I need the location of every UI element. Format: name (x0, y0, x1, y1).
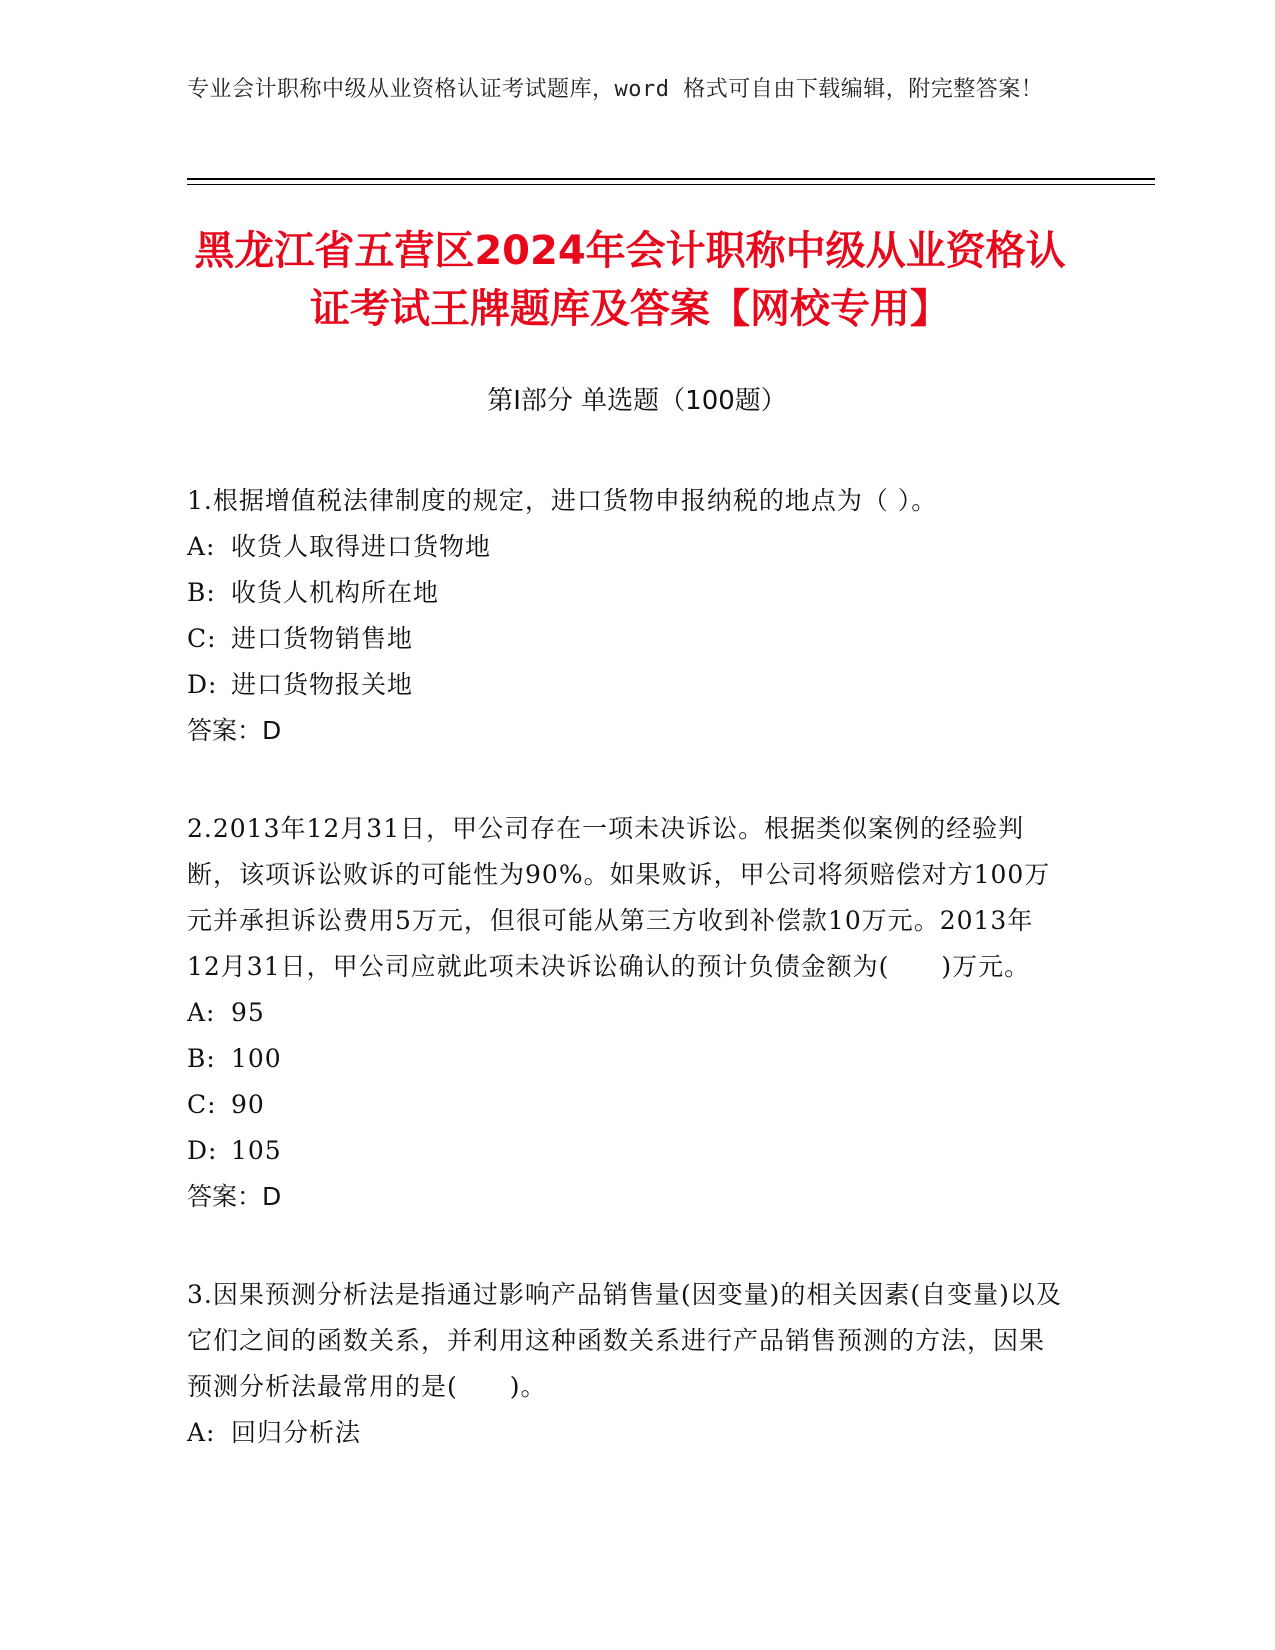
option-a (187, 990, 1067, 1036)
option-text: 95 (231, 998, 265, 1027)
option-letter: B: (187, 578, 216, 607)
option-text: 回归分析法 (231, 1418, 362, 1447)
option-letter: C: (187, 1090, 217, 1119)
option-text: 105 (231, 1136, 282, 1165)
option-letter: D: (187, 1136, 218, 1165)
question-3 (187, 1272, 1067, 1456)
option-c (187, 616, 1067, 662)
option-text: 100 (231, 1044, 282, 1073)
answer-line: 答案：D (187, 716, 282, 745)
document-title: 黑龙江省五营区2024年会计职称中级从业资格认证考试王牌题库及答案【网校专用】 (194, 228, 1066, 332)
option-text: 90 (231, 1090, 265, 1119)
option-d (187, 1128, 1067, 1174)
question-stem: 3.因果预测分析法是指通过影响产品销售量(因变量)的相关因素(自变量)以及它们之间的函数关系，并利用这种函数关系进行产品销售预测的方法，因果预测分析法最常用的是( )。 (187, 1280, 1062, 1401)
header-note: 专业会计职称中级从业资格认证考试题库，word 格式可自由下载编辑，附完整答案！ (187, 77, 1044, 102)
header-divider-thin (187, 184, 1155, 185)
option-letter: B: (187, 1044, 216, 1073)
question-2 (187, 806, 1067, 1220)
option-letter: A: (187, 1418, 216, 1447)
option-b (187, 570, 1067, 616)
option-text: 进口货物报关地 (231, 670, 414, 699)
option-letter: D: (187, 670, 218, 699)
question-list (187, 478, 1067, 1508)
option-c (187, 1082, 1067, 1128)
option-text: 收货人机构所在地 (231, 578, 440, 607)
question-stem: 2.2013年12月31日，甲公司存在一项未决诉讼。根据类似案例的经验判断，该项诉讼败诉的可能性为90%。如果败诉，甲公司将须赔偿对方100万元并承担诉讼费用5万元，但很可能从第三方收到补偿款10万元。2013年12月31日，甲公司应就此项未决诉讼确认的预计负债金额为( )万元。 (187, 814, 1051, 981)
answer-line: 答案：D (187, 1182, 282, 1211)
option-letter: C: (187, 624, 217, 653)
question-stem: 1.根据增值税法律制度的规定，进口货物申报纳税的地点为（ ）。 (187, 486, 938, 515)
header-divider-thick (187, 178, 1155, 180)
option-text: 收货人取得进口货物地 (231, 532, 492, 561)
option-b (187, 1036, 1067, 1082)
option-letter: A: (187, 532, 216, 561)
option-letter: A: (187, 998, 216, 1027)
option-a (187, 524, 1067, 570)
option-text: 进口货物销售地 (231, 624, 414, 653)
option-d (187, 662, 1067, 708)
question-1 (187, 478, 1067, 754)
option-a (187, 1410, 1067, 1456)
section-title: 第Ⅰ部分 单选题（100题） (487, 386, 787, 416)
